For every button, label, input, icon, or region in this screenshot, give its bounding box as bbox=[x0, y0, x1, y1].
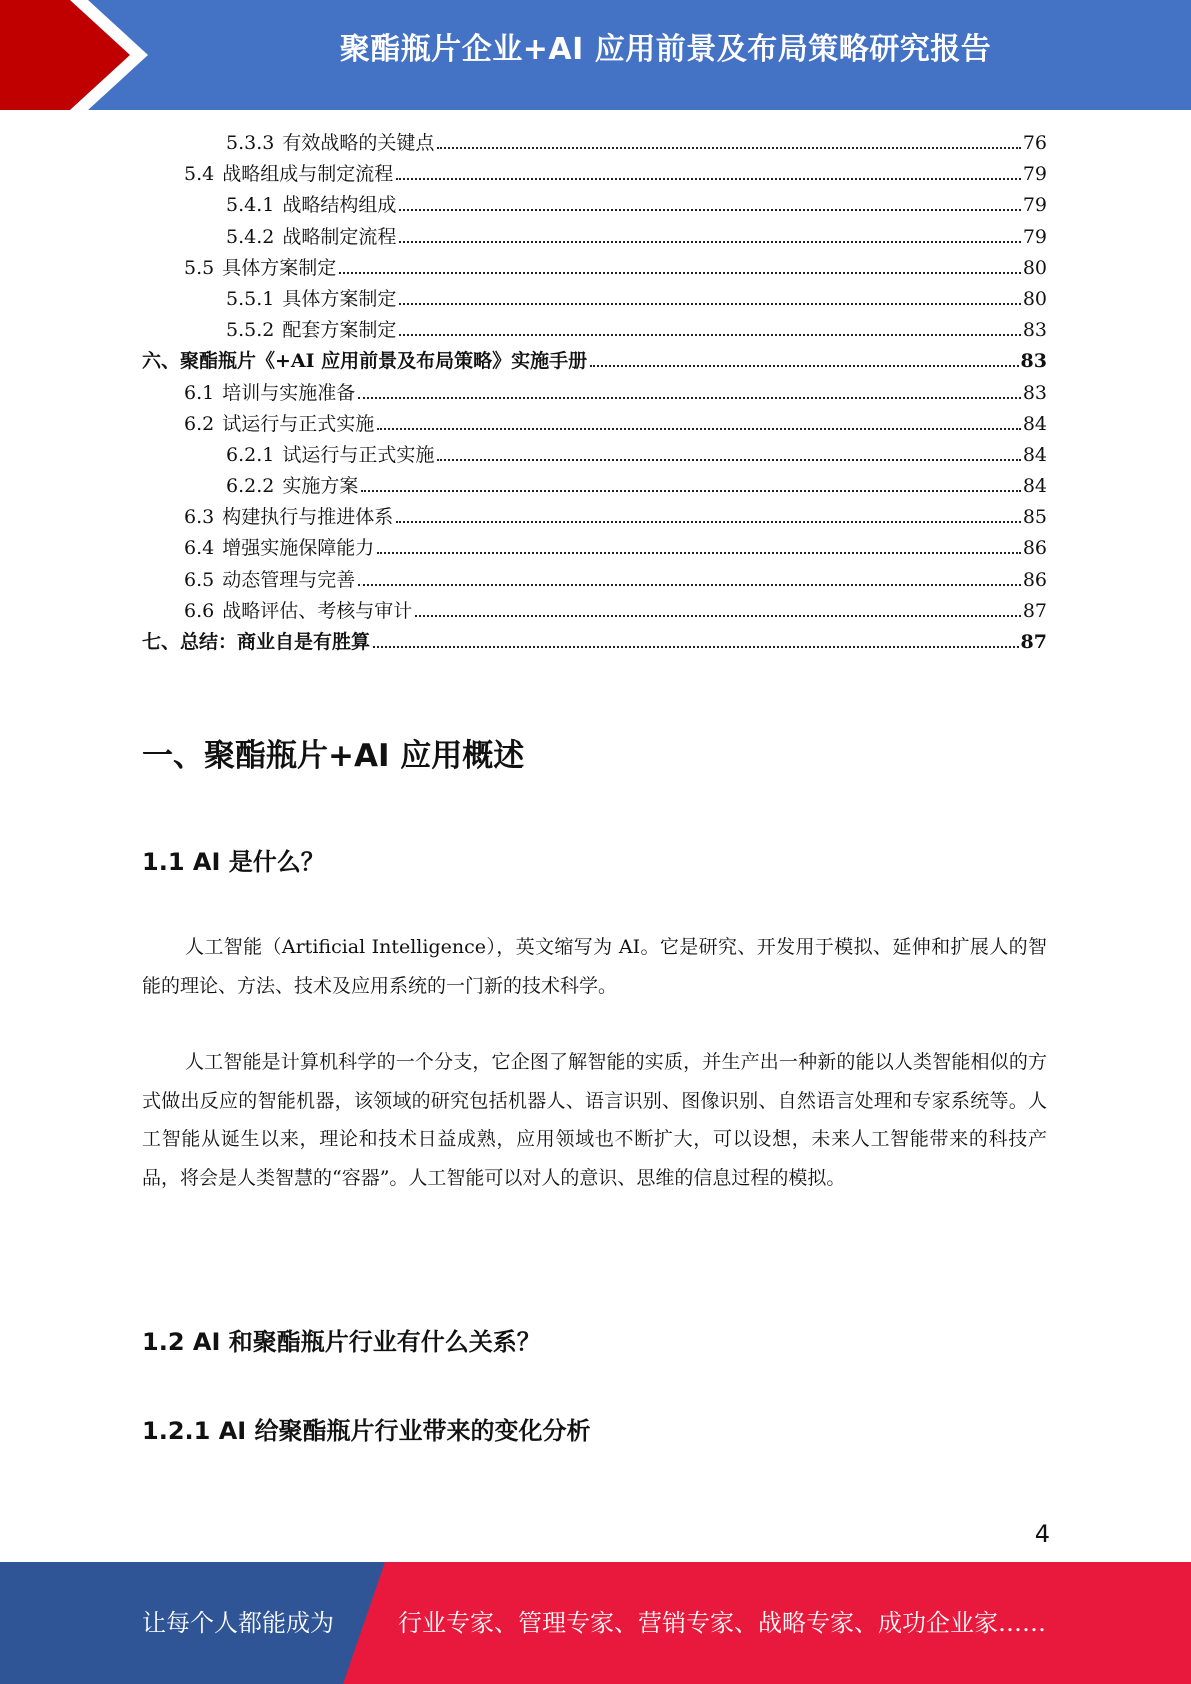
toc-entry-title: 具体方案制定 bbox=[282, 287, 397, 310]
toc-entry-page: 84 bbox=[1022, 443, 1047, 466]
toc-entry-page: 86 bbox=[1022, 568, 1047, 591]
paragraph-ai-description: 人工智能是计算机科学的一个分支，它企图了解智能的实质，并生产出一种新的能以人类智能相似的方式做出反应的智能机器，该领域的研究包括机器人、语言识别、图像识别、自然语言处理和专家系统等。人工智能从诞生以来，理论和技术日益成熟，应用领域也不断扩大，可以设想，未来人工智能带来的科技产品，将会是人类智慧的“容器”。人工智能可以对人的意识、思维的信息过程的模拟。 bbox=[142, 1051, 1047, 1189]
toc-entry-page: 87 bbox=[1020, 631, 1047, 653]
toc-entry-number: 6.1 bbox=[184, 381, 215, 404]
toc-dot-leader bbox=[437, 459, 1020, 461]
section-heading-1-2: 1.2 AI 和聚酯瓶片行业有什么关系？ bbox=[142, 1328, 541, 1356]
toc-dot-leader bbox=[415, 615, 1021, 617]
toc-entry-number: 5.5.2 bbox=[226, 319, 275, 342]
toc-entry[interactable] bbox=[142, 627, 1047, 658]
toc-entry-title: 战略组成与制定流程 bbox=[222, 163, 394, 186]
toc-entry-title: 战略制定流程 bbox=[282, 225, 397, 248]
toc-dot-leader bbox=[396, 178, 1021, 180]
toc-entry[interactable] bbox=[142, 502, 1047, 533]
footer-slogan-left: 让每个人都能成为 bbox=[142, 1609, 334, 1637]
toc-entry-page: 79 bbox=[1022, 225, 1047, 248]
toc-entry[interactable] bbox=[142, 222, 1047, 253]
toc-entry-title: 动态管理与完善 bbox=[222, 568, 356, 591]
toc-entry-number: 6.2.2 bbox=[226, 475, 275, 498]
toc-entry[interactable] bbox=[142, 565, 1047, 596]
toc-entry-number: 5.5.1 bbox=[226, 287, 275, 310]
toc-entry[interactable] bbox=[142, 471, 1047, 502]
toc-entry-title: 试运行与正式实施 bbox=[222, 412, 375, 435]
toc-entry-page: 87 bbox=[1022, 599, 1047, 622]
toc-entry-page: 86 bbox=[1022, 537, 1047, 560]
section-heading-1-2-1: 1.2.1 AI 给聚酯瓶片行业带来的变化分析 bbox=[142, 1417, 591, 1445]
toc-entry[interactable] bbox=[142, 409, 1047, 440]
report-title: 聚酯瓶片企业+AI 应用前景及布局策略研究报告 bbox=[339, 32, 992, 67]
toc-dot-leader bbox=[358, 584, 1021, 586]
toc-entry-number: 6.5 bbox=[184, 568, 215, 591]
toc-entry-number: 5.5 bbox=[184, 256, 215, 279]
toc-entry-title: 构建执行与推进体系 bbox=[222, 506, 394, 529]
table-of-contents bbox=[142, 128, 1047, 658]
toc-entry[interactable] bbox=[142, 533, 1047, 564]
toc-entry[interactable] bbox=[142, 253, 1047, 284]
toc-entry-page: 79 bbox=[1022, 163, 1047, 186]
toc-entry-number: 5.4.2 bbox=[226, 225, 275, 248]
toc-entry-number: 6.4 bbox=[184, 537, 215, 560]
toc-entry-number: 6.2 bbox=[184, 412, 215, 435]
page-footer bbox=[0, 1562, 1191, 1684]
toc-entry-number: 6.2.1 bbox=[226, 443, 275, 466]
toc-entry-page: 80 bbox=[1022, 256, 1047, 279]
toc-dot-leader bbox=[377, 552, 1021, 554]
toc-entry-title: 实施方案 bbox=[282, 475, 359, 498]
toc-entry-page: 80 bbox=[1022, 287, 1047, 310]
toc-dot-leader bbox=[373, 646, 1019, 648]
toc-entry[interactable] bbox=[142, 284, 1047, 315]
toc-entry-page: 83 bbox=[1022, 381, 1047, 404]
toc-entry-title: 有效战略的关键点 bbox=[282, 132, 435, 154]
toc-entry[interactable] bbox=[142, 596, 1047, 627]
toc-entry[interactable] bbox=[142, 190, 1047, 221]
paragraph-ai-definition: 人工智能（Artificial Intelligence），英文缩写为 AI。它是研究、开发用于模拟、延伸和扩展人的智能的理论、方法、技术及应用系统的一门新的技术科学。 bbox=[142, 936, 1047, 997]
toc-dot-leader bbox=[399, 334, 1020, 336]
toc-dot-leader bbox=[399, 241, 1020, 243]
toc-entry[interactable] bbox=[142, 440, 1047, 471]
toc-entry-number: 5.4.1 bbox=[226, 194, 275, 217]
toc-entry-page: 85 bbox=[1022, 506, 1047, 529]
toc-dot-leader bbox=[396, 521, 1021, 523]
toc-entry-title: 具体方案制定 bbox=[222, 256, 337, 279]
toc-entry[interactable] bbox=[142, 315, 1047, 346]
toc-entry[interactable] bbox=[142, 159, 1047, 190]
toc-entry-title: 试运行与正式实施 bbox=[282, 443, 435, 466]
toc-entry-number: 6.3 bbox=[184, 506, 215, 529]
toc-entry-page: 83 bbox=[1020, 350, 1047, 373]
toc-entry-number: 6.6 bbox=[184, 599, 215, 622]
toc-entry-title: 增强实施保障能力 bbox=[222, 537, 375, 560]
toc-entry-title: 七、总结：商业自是有胜算 bbox=[142, 631, 371, 653]
footer-slogan-right: 行业专家、管理专家、营销专家、战略专家、成功企业家…… bbox=[398, 1609, 1046, 1637]
page-header bbox=[0, 0, 1191, 110]
toc-dot-leader bbox=[377, 428, 1021, 430]
toc-dot-leader bbox=[358, 397, 1021, 399]
toc-entry-page: 76 bbox=[1022, 132, 1047, 154]
page-number: 4 bbox=[1034, 1520, 1050, 1548]
toc-dot-leader bbox=[399, 303, 1020, 305]
toc-entry-title: 配套方案制定 bbox=[282, 319, 397, 342]
section-heading-1-1: 1.1 AI 是什么？ bbox=[142, 848, 325, 876]
toc-dot-leader bbox=[437, 147, 1020, 149]
toc-dot-leader bbox=[361, 490, 1020, 492]
toc-entry-title: 培训与实施准备 bbox=[222, 381, 356, 404]
toc-entry[interactable] bbox=[142, 346, 1047, 377]
toc-entry[interactable] bbox=[142, 378, 1047, 409]
toc-entry-number: 5.3.3 bbox=[226, 132, 275, 154]
toc-entry-page: 79 bbox=[1022, 194, 1047, 217]
toc-entry-title: 战略结构组成 bbox=[282, 194, 397, 217]
toc-dot-leader bbox=[399, 209, 1020, 211]
toc-entry-title: 战略评估、考核与审计 bbox=[222, 599, 413, 622]
toc-entry-page: 83 bbox=[1022, 319, 1047, 342]
chapter-heading: 一、聚酯瓶片+AI 应用概述 bbox=[142, 738, 525, 774]
toc-dot-leader bbox=[590, 365, 1018, 367]
toc-entry-number: 5.4 bbox=[184, 163, 215, 186]
toc-dot-leader bbox=[339, 272, 1021, 274]
toc-entry-page: 84 bbox=[1022, 412, 1047, 435]
toc-entry[interactable] bbox=[142, 128, 1047, 159]
toc-entry-page: 84 bbox=[1022, 475, 1047, 498]
toc-entry-title: 六、聚酯瓶片《+AI 应用前景及布局策略》实施手册 bbox=[142, 350, 588, 373]
